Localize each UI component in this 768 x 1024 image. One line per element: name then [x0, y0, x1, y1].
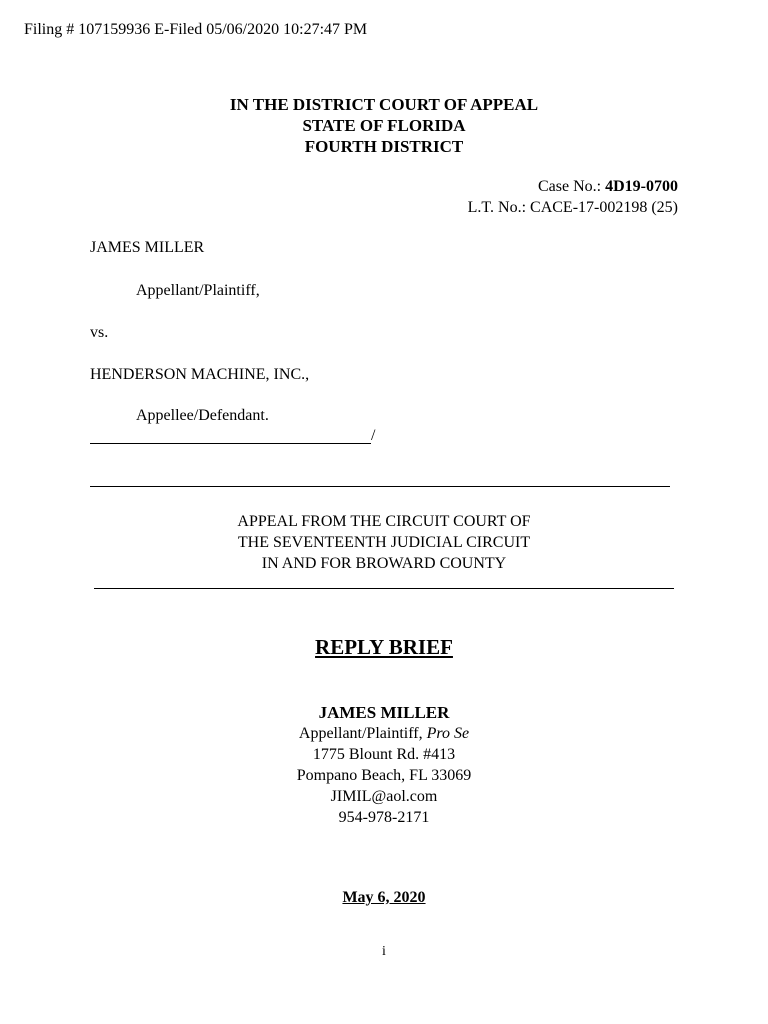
- lower-tribunal-number: L.T. No.: CACE-17-002198 (25): [467, 199, 678, 216]
- filing-date: May 6, 2020: [342, 889, 426, 906]
- contact-block: [0, 702, 768, 828]
- court-line-1: IN THE DISTRICT COURT OF APPEAL: [229, 95, 539, 114]
- contact-role: Appellant/Plaintiff,: [298, 725, 427, 742]
- appeal-heading: [0, 511, 768, 574]
- appeal-line-2: THE SEVENTEENTH JUDICIAL CIRCUIT: [237, 534, 531, 551]
- appellee-role: Appellee/Defendant.: [136, 407, 269, 424]
- divider-bottom: [94, 588, 674, 589]
- caption-slash: /: [371, 427, 376, 444]
- appellant-name: JAMES MILLER: [90, 239, 205, 256]
- appellant-role: Appellant/Plaintiff,: [136, 282, 260, 299]
- caption-underline: [90, 443, 371, 444]
- page-number: i: [382, 944, 386, 959]
- versus-text: vs.: [90, 324, 109, 341]
- court-line-2: STATE OF FLORIDA: [302, 116, 466, 135]
- contact-name: JAMES MILLER: [318, 703, 450, 722]
- contact-role-pro-se: Pro Se: [426, 725, 470, 742]
- divider-top: [90, 486, 670, 487]
- court-heading: [0, 94, 768, 157]
- case-number-label: Case No.:: [538, 178, 606, 195]
- case-number: 4D19-0700: [605, 178, 678, 195]
- case-number-line: [468, 176, 678, 197]
- case-numbers: [468, 176, 678, 218]
- appeal-line-1: APPEAL FROM THE CIRCUIT COURT OF: [237, 513, 531, 530]
- appellee-name: HENDERSON MACHINE, INC.,: [90, 366, 310, 383]
- contact-email: JIMIL@aol.com: [330, 788, 438, 805]
- contact-phone: 954-978-2171: [338, 809, 430, 826]
- contact-role-line: [0, 723, 768, 744]
- document-title: REPLY BRIEF: [315, 635, 453, 659]
- contact-address-1: 1775 Blount Rd. #413: [312, 746, 456, 763]
- appeal-line-3: IN AND FOR BROWARD COUNTY: [261, 555, 507, 572]
- filing-stamp: Filing # 107159936 E-Filed 05/06/2020 10:27:47 PM: [24, 21, 368, 38]
- court-line-3: FOURTH DISTRICT: [304, 137, 464, 156]
- contact-address-2: Pompano Beach, FL 33069: [296, 767, 472, 784]
